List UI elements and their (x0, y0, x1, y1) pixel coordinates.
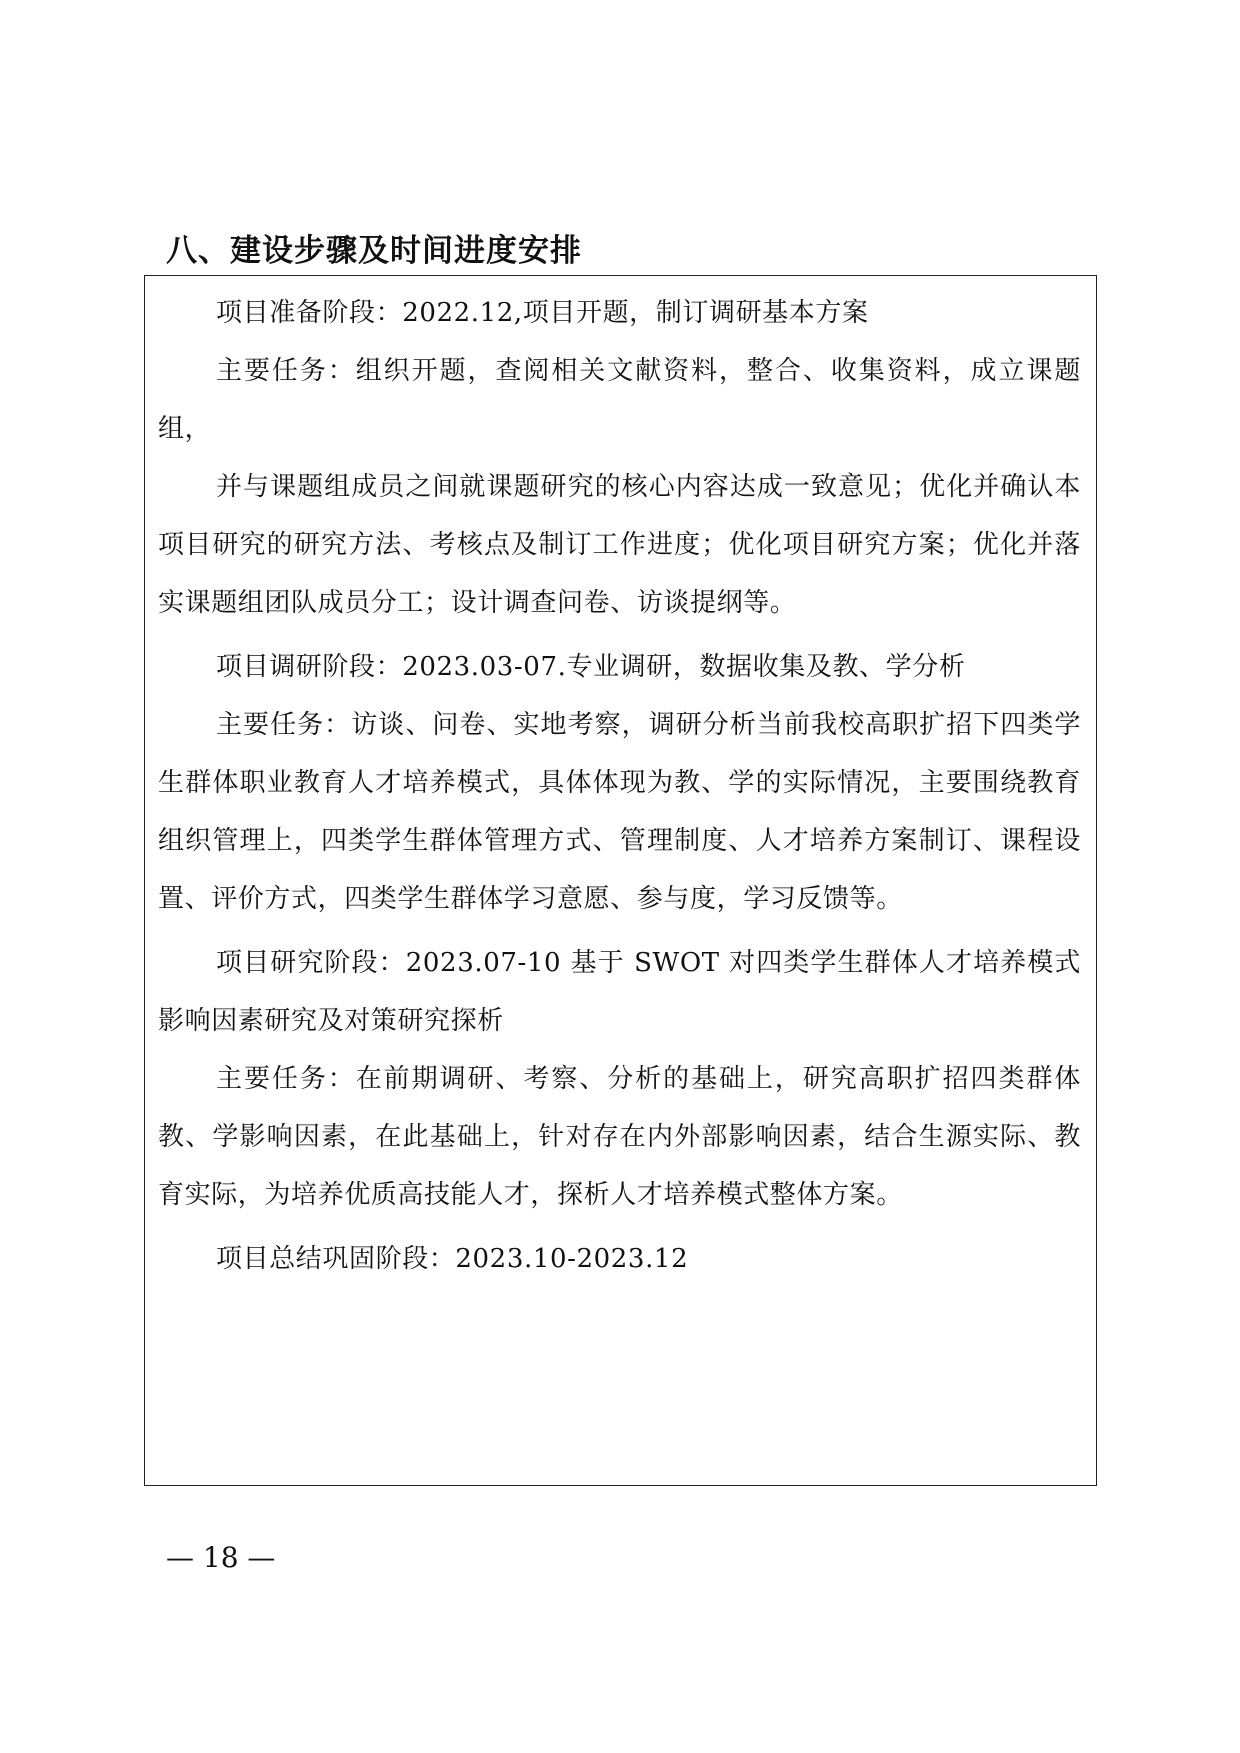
stage-study: 项目研究阶段：2023.07-10 基于 SWOT 对四类学生群体人才培养模式影响因素研究及对策研究探析 (158, 948, 1081, 1036)
study-tasks: 主要任务：在前期调研、考察、分析的基础上，研究高职扩招四类群体教、学影响因素，在此基础上，针对存在内外部影响因素，结合生源实际、教育实际，为培养优质高技能人才，探析人才培养模式整体方案。 (158, 1064, 1081, 1210)
preparation-tasks-detail: 并与课题组成员之间就课题研究的核心内容达成一致意见；优化并确认本项目研究的研究方法、考核点及制订工作进度；优化项目研究方案；优化并落实课题组团队成员分工；设计调查问卷、访谈提纲等。 (158, 472, 1081, 618)
survey-tasks: 主要任务：访谈、问卷、实地考察，调研分析当前我校高职扩招下四类学生群体职业教育人才培养模式，具体体现为教、学的实际情况，主要围绕教育组织管理上，四类学生群体管理方式、管理制度、人才培养方案制订、课程设置、评价方式，四类学生群体学习意愿、参与度，学习反馈等。 (158, 710, 1081, 914)
page-number: — 18 — (166, 1541, 276, 1574)
preparation-tasks: 主要任务：组织开题，查阅相关文献资料，整合、收集资料，成立课题组， (158, 356, 1081, 444)
schedule-content (158, 284, 1081, 1288)
stage-preparation: 项目准备阶段：2022.12,项目开题，制订调研基本方案 (216, 298, 869, 328)
section-heading: 八、建设步骤及时间进度安排 (166, 233, 582, 269)
schedule-content-box (144, 275, 1097, 1486)
stage-summary: 项目总结巩固阶段：2023.10-2023.12 (216, 1244, 689, 1274)
stage-research-survey: 项目调研阶段：2023.03-07.专业调研，数据收集及教、学分析 (216, 652, 966, 682)
